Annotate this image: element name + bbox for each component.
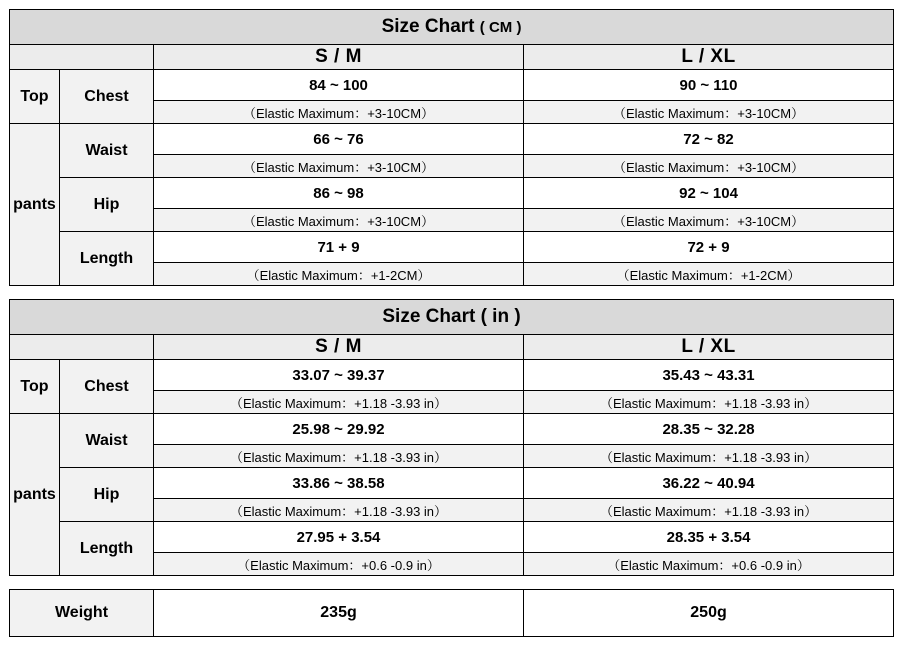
cm-chest-lxl-note: （Elastic Maximum：+3-10CM） [524, 101, 894, 124]
cm-chest-sm-value: 84 ~ 100 [154, 70, 524, 101]
cm-chest-sm-note: （Elastic Maximum：+3-10CM） [154, 101, 524, 124]
in-measure-chest: Chest [60, 360, 154, 414]
in-waist-lxl-note: （Elastic Maximum：+1.18 -3.93 in） [524, 445, 894, 468]
cm-hip-sm-value: 86 ~ 98 [154, 178, 524, 209]
cm-hip-lxl-note: （Elastic Maximum：+3-10CM） [524, 209, 894, 232]
cm-length-lxl-value: 72 + 9 [524, 232, 894, 263]
cm-length-lxl-note: （Elastic Maximum：+1-2CM） [524, 263, 894, 286]
cm-waist-lxl-note: （Elastic Maximum：+3-10CM） [524, 155, 894, 178]
in-hip-sm-value: 33.86 ~ 38.58 [154, 468, 524, 499]
weight-table [9, 589, 894, 637]
cm-waist-sm-value: 66 ~ 76 [154, 124, 524, 155]
in-chest-lxl-note: （Elastic Maximum：+1.18 -3.93 in） [524, 391, 894, 414]
cm-length-sm-note: （Elastic Maximum：+1-2CM） [154, 263, 524, 286]
in-measure-length: Length [60, 522, 154, 576]
in-chest-lxl-value: 35.43 ~ 43.31 [524, 360, 894, 391]
cm-category-pants: pants [10, 124, 60, 286]
cm-measure-chest: Chest [60, 70, 154, 124]
in-waist-sm-note: （Elastic Maximum：+1.18 -3.93 in） [154, 445, 524, 468]
cm-length-sm-value: 71 + 9 [154, 232, 524, 263]
in-length-sm-value: 27.95 + 3.54 [154, 522, 524, 553]
in-length-sm-note: （Elastic Maximum：+0.6 -0.9 in） [154, 553, 524, 576]
cm-waist-lxl-value: 72 ~ 82 [524, 124, 894, 155]
cm-hip-sm-note: （Elastic Maximum：+3-10CM） [154, 209, 524, 232]
cm-waist-sm-note: （Elastic Maximum：+3-10CM） [154, 155, 524, 178]
in-waist-lxl-value: 28.35 ~ 32.28 [524, 414, 894, 445]
cm-table-title [10, 10, 894, 45]
in-measure-hip: Hip [60, 468, 154, 522]
in-hip-lxl-value: 36.22 ~ 40.94 [524, 468, 894, 499]
in-category-top: Top [10, 360, 60, 414]
in-waist-sm-value: 25.98 ~ 29.92 [154, 414, 524, 445]
in-table-title: Size Chart ( in ) [10, 300, 894, 335]
in-header-sm: S / M [154, 335, 524, 360]
size-chart-cm-table [9, 9, 894, 286]
cm-header-sm: S / M [154, 45, 524, 70]
cm-measure-hip: Hip [60, 178, 154, 232]
in-chest-sm-value: 33.07 ~ 39.37 [154, 360, 524, 391]
in-category-pants: pants [10, 414, 60, 576]
in-length-lxl-value: 28.35 + 3.54 [524, 522, 894, 553]
in-header-lxl: L / XL [524, 335, 894, 360]
weight-lxl-value: 250g [524, 590, 894, 637]
cm-header-lxl: L / XL [524, 45, 894, 70]
in-hip-lxl-note: （Elastic Maximum：+1.18 -3.93 in） [524, 499, 894, 522]
cm-title-text: Size Chart [381, 16, 475, 37]
cm-title-unit: ( CM ) [479, 19, 522, 36]
in-hip-sm-note: （Elastic Maximum：+1.18 -3.93 in） [154, 499, 524, 522]
cm-measure-waist: Waist [60, 124, 154, 178]
cm-category-top: Top [10, 70, 60, 124]
size-chart-in-table [9, 299, 894, 576]
in-length-lxl-note: （Elastic Maximum：+0.6 -0.9 in） [524, 553, 894, 576]
in-chest-sm-note: （Elastic Maximum：+1.18 -3.93 in） [154, 391, 524, 414]
cm-chest-lxl-value: 90 ~ 110 [524, 70, 894, 101]
in-measure-waist: Waist [60, 414, 154, 468]
weight-label: Weight [10, 590, 154, 637]
cm-header-blank [10, 45, 154, 70]
weight-sm-value: 235g [154, 590, 524, 637]
in-header-blank [10, 335, 154, 360]
cm-measure-length: Length [60, 232, 154, 286]
cm-hip-lxl-value: 92 ~ 104 [524, 178, 894, 209]
